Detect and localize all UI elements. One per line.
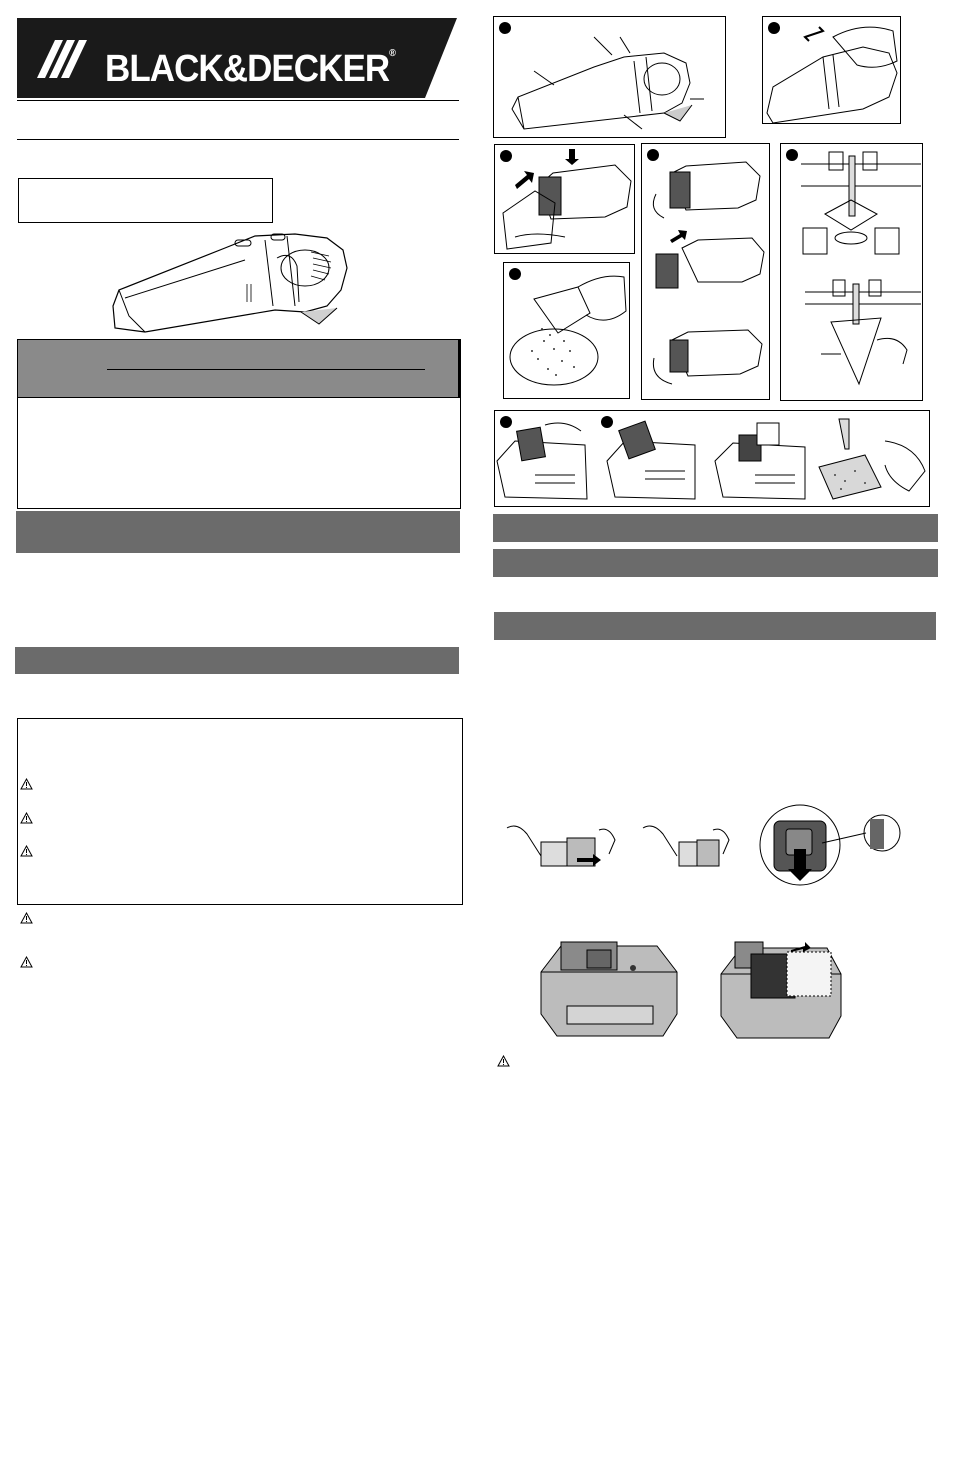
logo-wordmark: BLACK&DECKER®: [105, 48, 396, 90]
info-box-header-divider: [17, 397, 461, 398]
figure-4-filter: [641, 143, 770, 400]
header-rule-top: [17, 100, 459, 101]
warning-triangle-icon: [20, 812, 33, 824]
product-illustration: [105, 228, 365, 336]
brand-logo: [17, 18, 457, 98]
header-rule-bottom: [17, 139, 459, 140]
section-band-assembly: [493, 514, 938, 542]
figure-6-shake: [503, 262, 630, 399]
figure-5-filter-clean: [780, 143, 923, 401]
prefilter-step-b: [607, 421, 695, 499]
figure-battery-pack: [537, 936, 682, 1041]
section-band-charging: [493, 549, 938, 577]
warning-triangle-icon: [497, 1055, 510, 1067]
catalog-number-box: [18, 178, 273, 223]
section-band-general: [15, 647, 459, 674]
warning-triangle-icon: [20, 912, 33, 924]
figure-battery-release: [758, 803, 903, 887]
warning-box: [17, 718, 463, 905]
info-box-header-underline: [107, 369, 425, 370]
figure-2-switch: [762, 16, 901, 124]
figure-3-empty: [494, 144, 635, 254]
figure-7-prefilter: [494, 410, 930, 507]
warning-triangle-icon: [20, 845, 33, 857]
figure-battery-insert-b: [639, 818, 739, 876]
prefilter-step-c: [715, 423, 805, 499]
prefilter-step-a: [497, 423, 587, 499]
section-band-safety: [16, 511, 460, 553]
section-band-battery: [494, 612, 936, 640]
warning-triangle-icon: [20, 956, 33, 968]
registered-mark: ®: [389, 48, 396, 59]
figure-1-parts: [493, 16, 726, 138]
warning-triangle-icon: [20, 778, 33, 790]
figure-battery-pack-cap: [717, 938, 844, 1041]
figure-battery-insert-a: [503, 818, 628, 876]
prefilter-step-d: [819, 419, 925, 499]
